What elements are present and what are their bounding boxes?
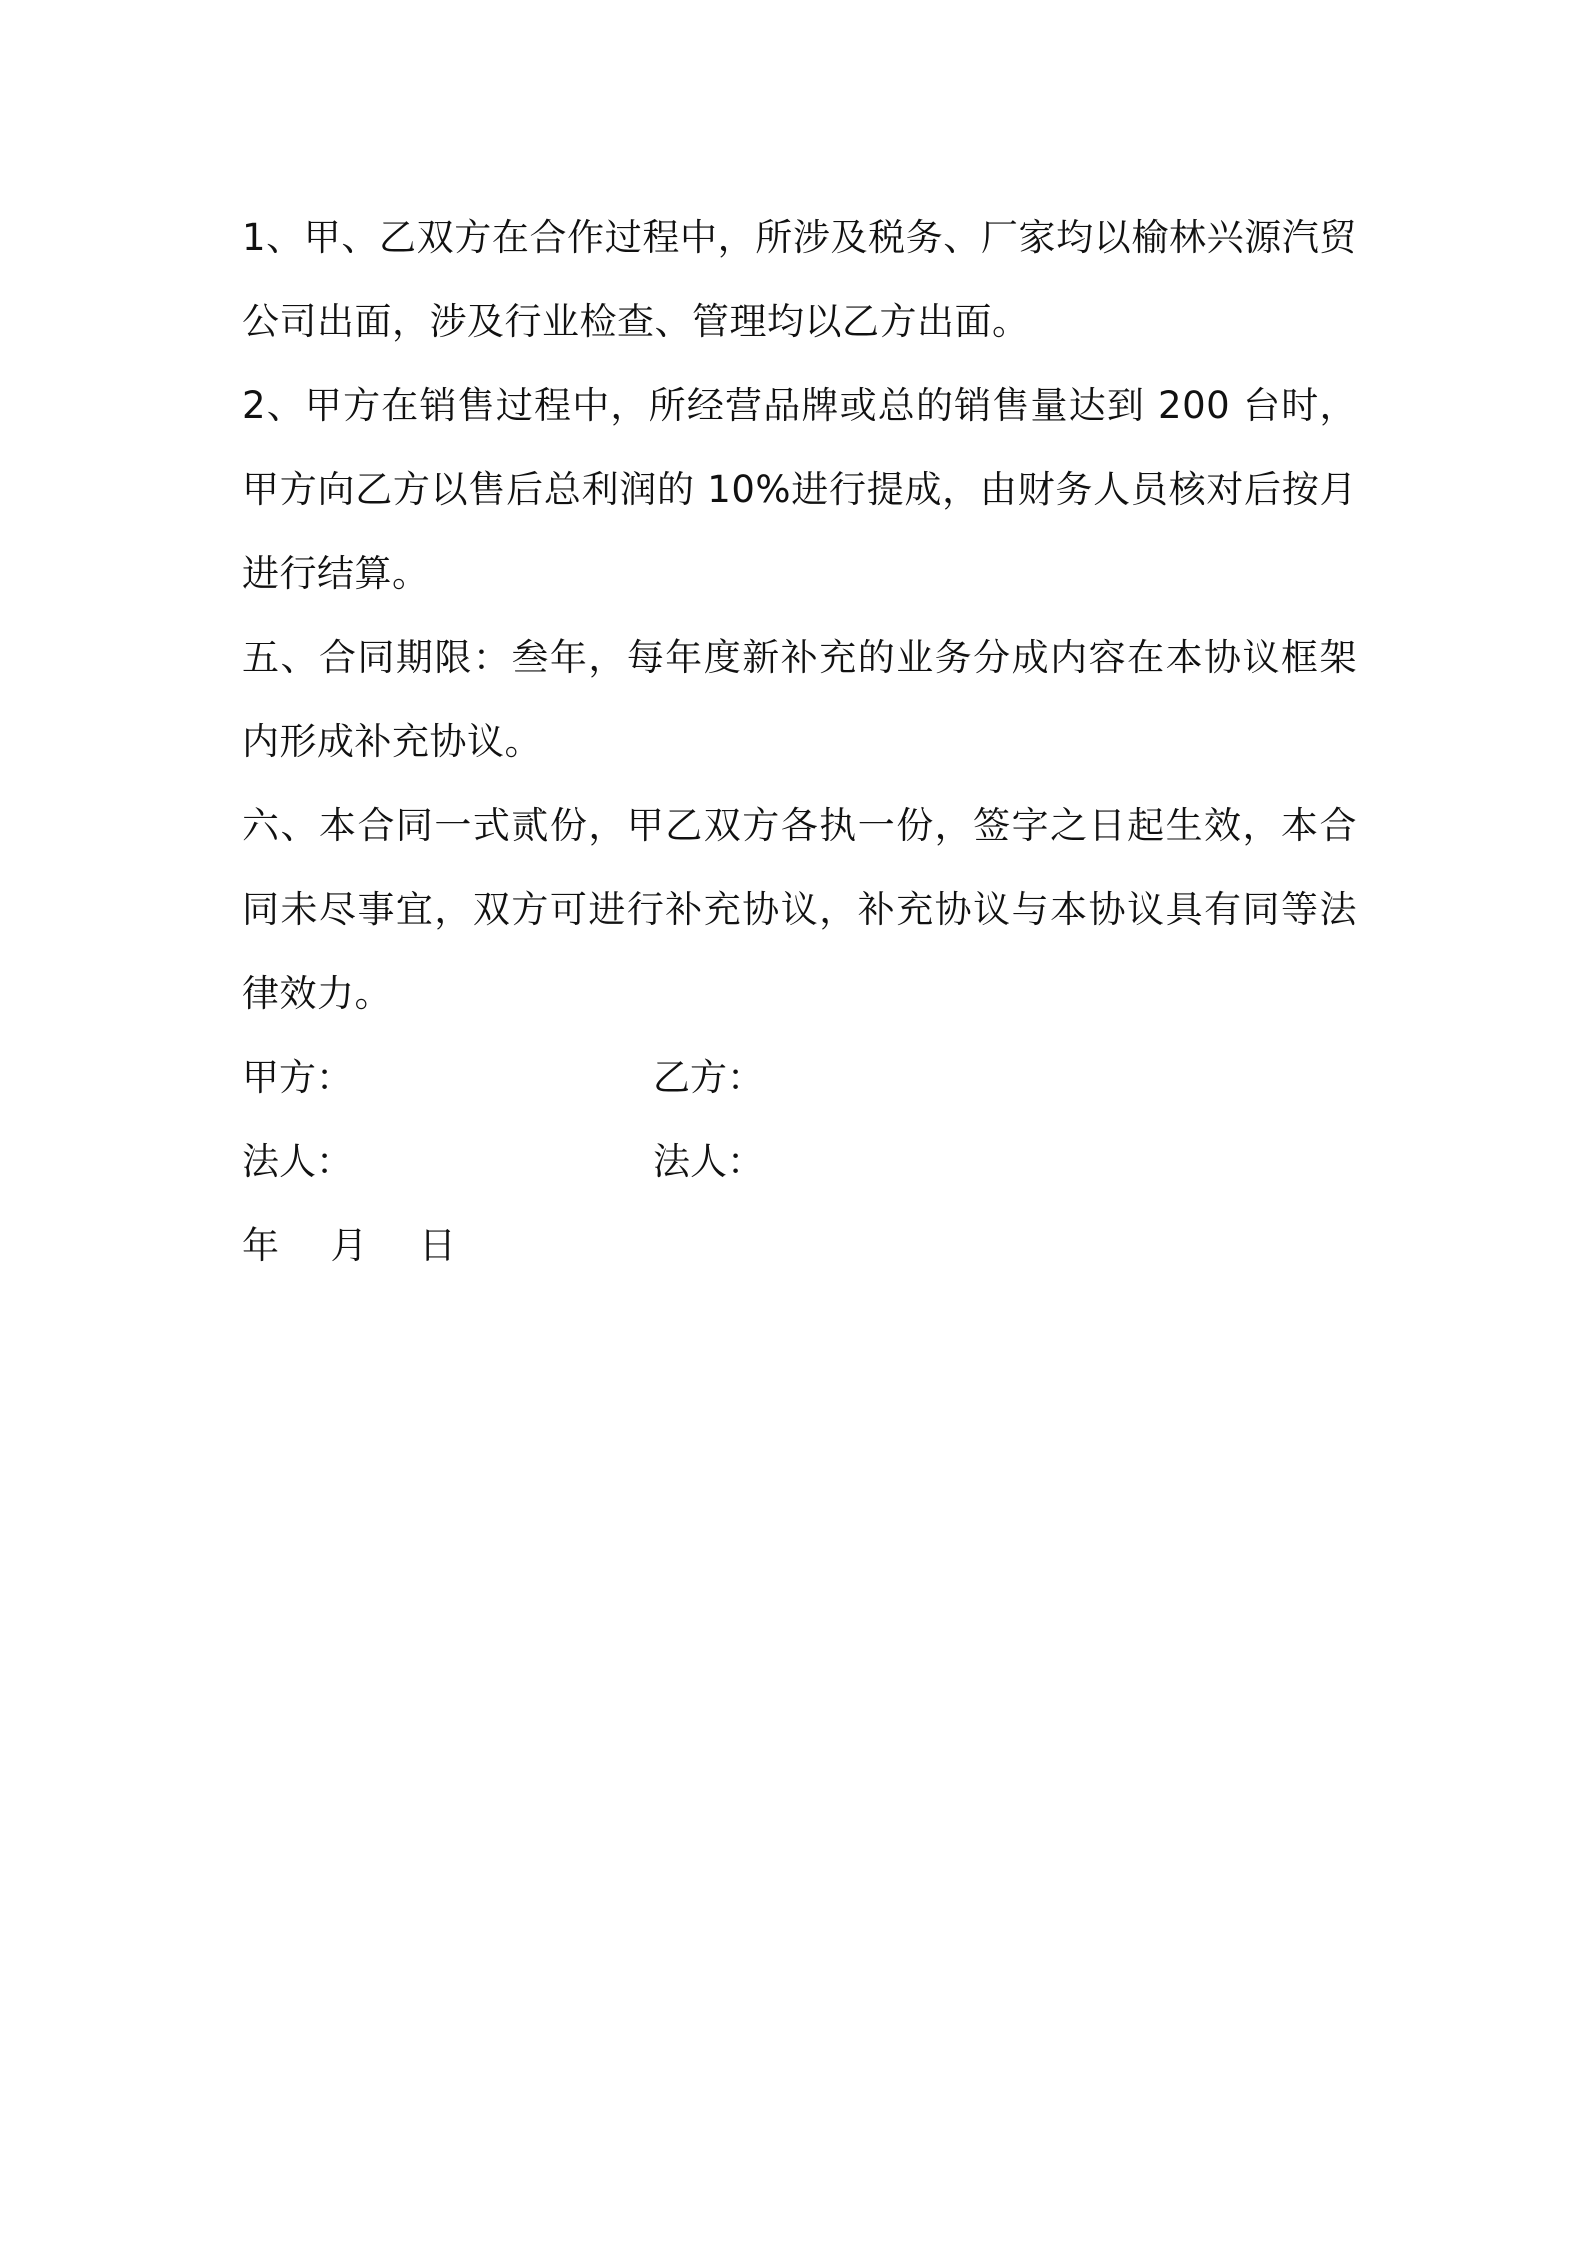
legal-rep-b-label: 法人：	[653, 1140, 764, 1183]
signature-row-party	[242, 1036, 1357, 1120]
legal-rep-a-label: 法人：	[242, 1140, 353, 1183]
clause-contract-term: 五、合同期限：叁年，每年度新补充的业务分成内容在本协议框架内形成补充协议。	[242, 636, 1357, 763]
party-a-label: 甲方：	[242, 1056, 353, 1099]
party-b-label: 乙方：	[653, 1056, 764, 1099]
clause-2: 2、甲方在销售过程中，所经营品牌或总的销售量达到 200 台时，甲方向乙方以售后总利润的 10%进行提成，由财务人员核对后按月进行结算。	[242, 384, 1357, 595]
clause-1: 1、甲、乙双方在合作过程中，所涉及税务、厂家均以榆林兴源汽贸公司出面，涉及行业检查、管理均以乙方出面。	[242, 216, 1357, 343]
date-line: 年 月 日	[242, 1224, 457, 1267]
clause-copies-effect: 六、本合同一式贰份，甲乙双方各执一份，签字之日起生效，本合同未尽事宜，双方可进行补充协议，补充协议与本协议具有同等法律效力。	[242, 804, 1357, 1015]
document-body	[242, 196, 1357, 1288]
signature-row-legal-rep	[242, 1120, 1357, 1204]
